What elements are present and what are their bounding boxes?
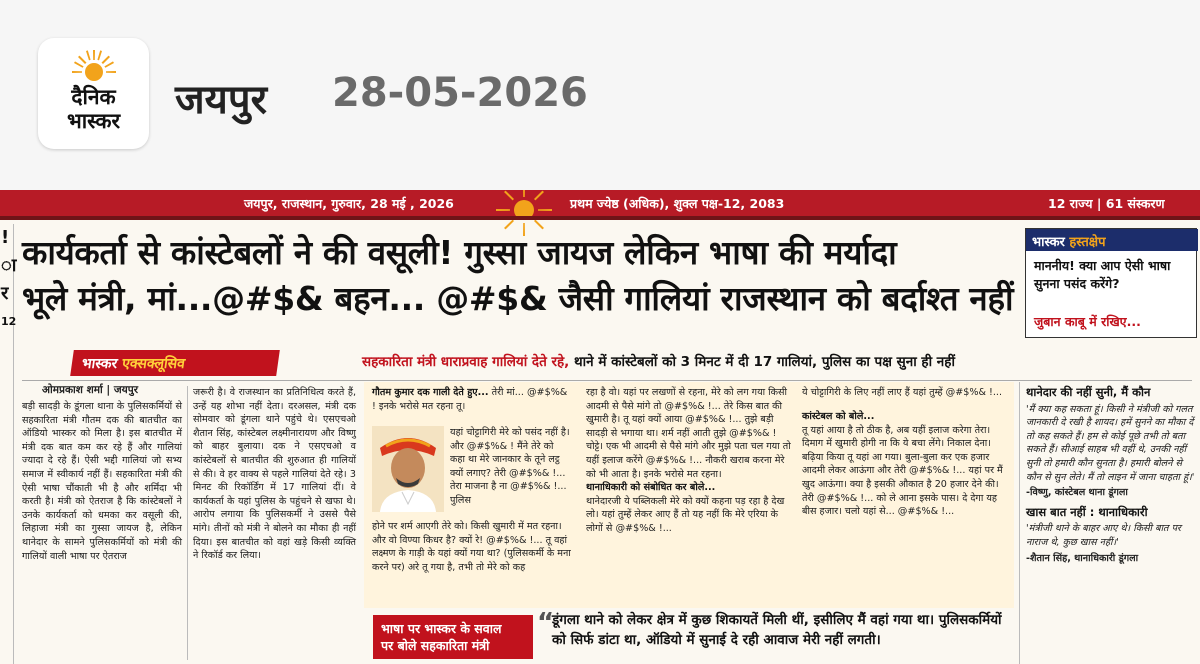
transcript-head-2: थानाधिकारी को संबोधित कर बोले... (586, 482, 716, 494)
reaction-head-1: थानेदार की नहीं सुनी, मैं कौन (1026, 385, 1151, 399)
strip-char: ! (1, 227, 10, 248)
headline-line-2: भूले मंत्री, मां...@#$& बहन... @#$& जैसी गालियां राजस्थान को बर्दाश्त नहीं (22, 279, 1014, 318)
newspaper-page (0, 190, 1200, 664)
strip-char: र (1, 283, 9, 304)
question-box-line-2: पर बोले सहकारिता मंत्री (381, 638, 490, 653)
column-rule (187, 386, 188, 660)
bhaskar-question-box (373, 615, 533, 659)
hastakshep-box (1025, 228, 1197, 338)
hastakshep-footer: जुबान काबू में रखिए... (1034, 314, 1141, 329)
tag-part-2: हस्तक्षेप (1069, 235, 1106, 250)
minister-portrait (372, 426, 444, 512)
panchang: प्रथम ज्येष्ठ (अधिक), शुक्ल पक्ष-12, 2083 (570, 196, 785, 211)
exclusive-part-1: भास्कर (80, 356, 119, 372)
edition-city: जयपुर (175, 77, 267, 123)
transcript-head-1: गौतम कुमार दक गाली देते हुए... (372, 387, 489, 398)
edition-info: 12 राज्य | 61 संस्करण (1048, 196, 1165, 211)
quote-mark: “ (537, 608, 555, 638)
byline: ओमप्रकाश शर्मा | जयपुर (42, 384, 138, 396)
left-edge-strip (0, 224, 17, 664)
reaction-signature-1: -विष्णु, कांस्टेबल थाना डूंगला (1026, 487, 1128, 499)
logo-text-line1: दैनिक (71, 85, 116, 109)
hastakshep-question: माननीय! क्या आप ऐसी भाषा सुनना पसंद करेंगे? (1034, 258, 1171, 291)
transcript-col-2 (586, 386, 791, 536)
tag-part-1: भास्कर (1032, 235, 1065, 250)
hastakshep-tag (1026, 229, 1198, 251)
reaction-head-2: खास बात नहीं : थानाधिकारी (1026, 504, 1148, 519)
reaction-signature-2: -शैतान सिंह, थानाधिकारी डूंगला (1026, 552, 1139, 564)
column-rule (1019, 382, 1020, 664)
transcript-col-2-text: रहा है वो। यहां पर लखणों से रहना, मेरे को लग गया किसी आदमी से पैसे मांगे तो @#$%& !... तेरे किस बात की खुमारी है। तू यहां क्यों आया @#$%& !... तुझे बड़ी सादड़ी से भगाया था। शर्म नहीं आती तुझे @#$%& ! चोट्टे। एक भी आदमी से पैसे मांगे और मुझे पता चल गया तो यहीं इलाज करेंगे @#$%& !... नौकरी खराब करना मेरे को भी आता है। इनके भरोसे मत रहना। (586, 387, 791, 480)
exclusive-badge (70, 350, 280, 376)
app-header (0, 0, 1200, 190)
transcript-intro: तेरी मां... @#$%& ! इनके भरोसे मत रहना तू। (372, 387, 568, 412)
headline-line-1: कार्यकर्ता से कांस्टेबलों ने की वसूली! गुस्सा जायज लेकिन भाषा की मर्यादा (22, 233, 897, 272)
transcript-feature (364, 382, 1014, 608)
edition-date: 28-05-2026 (332, 70, 588, 116)
transcript-head-3: कांस्टेबल को बोले... (802, 411, 875, 422)
reaction-quote-2: 'मंत्रीजी थाने के बाहर आए थे। किसी बात पर नाराज थे, कुछ खास नहीं।' (1026, 523, 1181, 548)
exclusive-part-2: एक्सक्लूसिव (121, 356, 187, 372)
transcript-col-2-rest: थानेदारजी ये पब्लिकली मेरे को क्यों कहना पड़ रहा है देख लो। यहां तुम्हें लेकर आए हैं तो यह नहीं कि मेरे एरिया के लोगों से @#$%& !... (586, 495, 785, 534)
masthead-rule (0, 216, 1200, 220)
strip-char: 12 (1, 315, 17, 328)
minister-quote: डूंगला थाने को लेकर क्षेत्र में कुछ शिकायतें मिली थीं, इसीलिए मैं वहां गया था। पुलिसकर्मियों को सिर्फ डांटा था, ऑडियो में सुनाई दे रही आवाज मेरी नहीं लगती। (552, 612, 1002, 648)
strap-black: थाने में कांस्टेबलों को 3 मिनट में दी 17 गालियां, पुलिस का पक्ष सुना ही नहीं (574, 354, 955, 370)
transcript-col-1-rest: होने पर शर्म आएगी तेरे को। किसी खुमारी में मत रहना। और वो विण्या किधर है? क्यों रे! @#$%& !... तू वहां लक्ष्मण के गाड़ी के यहां क्यों गया था? (पुलिसकर्मी के मना करने पर) अरे तू गया है, तभी तो मेरे को कह (372, 521, 571, 573)
dateline: जयपुर, राजस्थान, गुरुवार, 28 मई , 2026 (244, 196, 454, 211)
question-box-line-1: भाषा पर भास्कर के सवाल (381, 621, 502, 636)
main-headline (22, 230, 1022, 322)
strip-char: ा (1, 255, 17, 276)
dainik-bhaskar-logo[interactable] (38, 38, 149, 149)
logo-text-line2: भास्कर (66, 109, 121, 133)
transcript-side-text: यहां चोट्टागिरी मेरे को पसंद नहीं है। और @#$%& ! मैंने तेरे को कहा था मेरे जानकार के तूने लट्ठ क्यों लगाए? तेरी @#$%& !... तेरा माजना है ना @#$%& !... पुलिस (450, 427, 570, 506)
story-column-1: बड़ी सादड़ी के डूंगला थाना के पुलिसकर्मियों से सहकारिता मंत्री गौतम दक की बातचीत का ऑडियो भास्कर को मिला है। इस बातचीत में मंत्री दक बात कम कर रहे हैं और गालियां ज्यादा दे रहे हैं। ऐसी भद्दी गालियां जो सभ्य समाज में स्वीकार्य नहीं हैं। सहकारिता मंत्री की ऐसी भाषा चौंकाती भी है और शर्मिंदा भी करती है। मंत्री को ऐतराज है कि कांस्टेबलों ने उनके कार्यकर्ता को धमका कर वसूली की, लिहाजा मंत्री का गुस्सा जायज है, लेकिन थानेदार के सामने पुलिसकर्मियों को मंत्री की गालियों वाली भाषा पर ऐतराज (22, 401, 182, 562)
reaction-quote-1: 'मैं क्या कह सकता हूं। किसी ने मंत्रीजी को गलत जानकारी दे रखी है शायद। हमें सुनने का मौका दें तो कह सकते हैं। हम से कोई पूछे तभी तो बता सकते हैं। सीआई साहब भी वहीं थे, उनकी नहीं सुनी तो हमारी कौन सुनता है। हमारी बोलने से कौन से सुन लेते। मैं तो लाइन में जाना चाहता हूं।' (1026, 403, 1195, 483)
strap-line (362, 352, 1192, 370)
transcript-col-3-text: तू यहां आया है तो ठीक है, अब यहीं इलाज करेगा तेरा। दिमाग में खुमारी होगी ना कि ये बचा लेंगे। निकाल देना। बढ़िया किया तू यहां आ गया। बुला-बुला कर एक हजार आदमी लेकर आऊंगा और तेरी @#$%& !... यहां पर मैं खुद आऊंगा। क्या है इसकी औकात है 20 हजार देने की। तेरी @#$%& !... को ले आना इसके पास। दे देगा यह बीस हजार। चलो यहां से... @#$%& !... (802, 424, 1003, 518)
masthead-band (0, 190, 1200, 216)
sun-icon (72, 48, 116, 88)
transcript-col-3-top: ये चोट्टागिरी के लिए नहीं लाए हैं यहां तुम्हें @#$%& !... (802, 387, 1002, 398)
strap-red: सहकारिता मंत्री धाराप्रवाह गालियां देते रहे, (362, 354, 570, 370)
section-divider (22, 380, 1192, 381)
story-column-2: जरूरी है। वे राजस्थान का प्रतिनिधित्व करते हैं, उन्हें यह शोभा नहीं देता। दरअसल, मंत्री दक सोमवार को डूंगला थाने पहुंचे थे। एसएचओ शैतान सिंह, कांस्टेबल लक्ष्मीनारायण और विष्णु को बाहर बुलाया। दक ने एसएचओ व कांस्टेबलों से बातचीत की शुरुआत ही गालियों से की। वे हर वाक्य से पहले गालियां देते रहे। 3 मिनट की रिकॉर्डिंग में 17 गालियां दीं। वे कार्यकर्ता के यहां पुलिस के पहुंचने से खफा थे। आरोप लगाया कि पुलिसकर्मी ने उससे पैसे मांगे। तीनों को मंत्री ने बोलने का मौका ही नहीं दिया। इस बातचीत को वहां खड़े किसी व्यक्ति ने रिकॉर्ड कर लिया। (193, 387, 356, 562)
transcript-col-1 (372, 386, 572, 413)
transcript-col-3 (802, 410, 1007, 519)
reaction-column (1026, 386, 1196, 565)
